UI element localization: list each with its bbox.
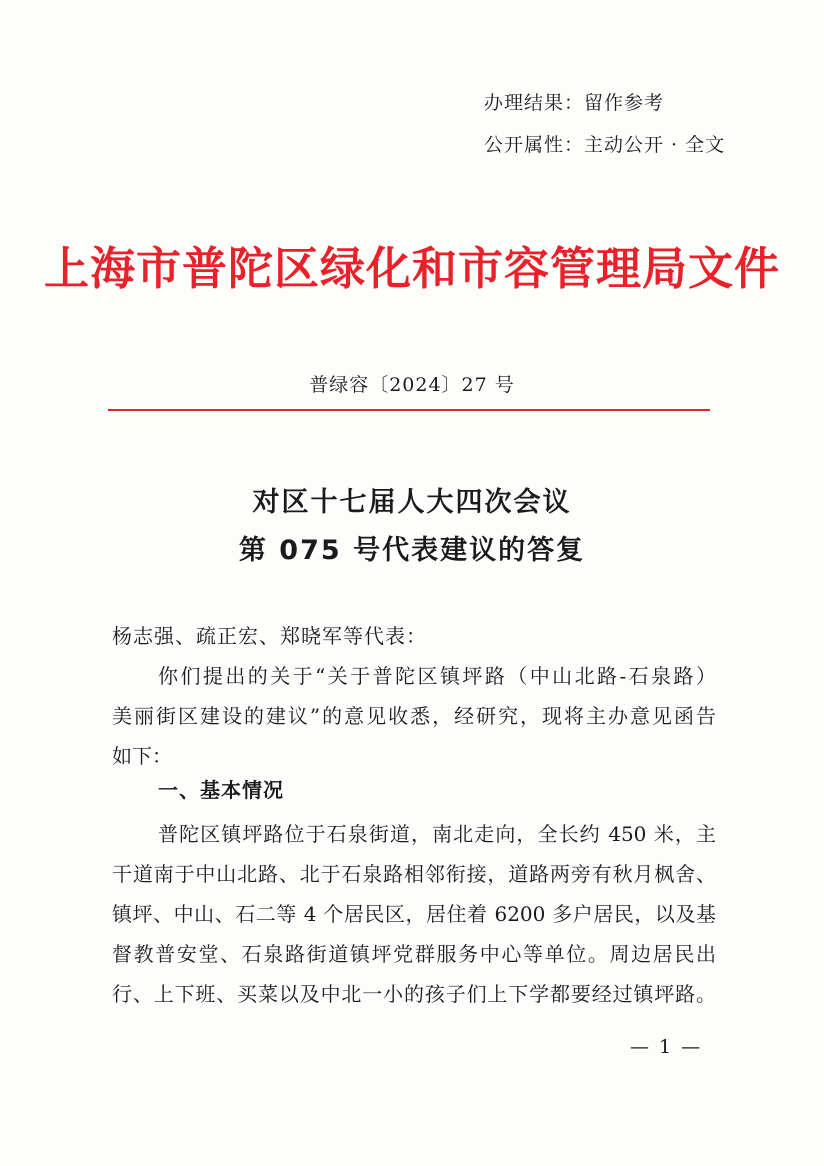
section-line-4: 督教普安堂、石泉路街道镇坪党群服务中心等单位。周边居民出 <box>112 942 716 966</box>
section-line-5: 行、上下班、买菜以及中北一小的孩子们上下学都要经过镇坪路。 <box>112 982 716 1006</box>
salutation: 杨志强、疏正宏、郑晓军等代表： <box>112 624 427 648</box>
document-number: 普绿容〔2024〕27 号 <box>309 374 515 396</box>
handling-result <box>484 88 664 115</box>
intro-line-3: 如下： <box>112 744 172 768</box>
intro-line-2: 美丽街区建设的建议”的意见收悉，经研究，现将主办意见函告 <box>112 704 716 728</box>
publicity-attribute <box>484 130 725 157</box>
section-heading: 一、基本情况 <box>158 778 284 802</box>
publicity-attribute-value: 主动公开 · 全文 <box>584 134 726 156</box>
intro-line-1: 你们提出的关于“关于普陀区镇坪路（中山北路-石泉路） <box>158 664 716 688</box>
page-number: — 1 — <box>630 1036 703 1058</box>
issuer-header: 上海市普陀区绿化和市容管理局文件 <box>43 242 780 295</box>
handling-result-value: 留作参考 <box>584 92 665 114</box>
document-title-line-1: 对区十七届人大四次会议 <box>252 487 572 518</box>
section-line-1: 普陀区镇坪路位于石泉街道，南北走向，全长约 450 米，主 <box>158 822 716 846</box>
section-line-2: 干道南于中山北路、北于石泉路相邻衔接，道路两旁有秋月枫舍、 <box>112 862 716 886</box>
section-line-3: 镇坪、中山、石二等 4 个居民区，居住着 6200 多户居民，以及基 <box>112 902 716 926</box>
handling-result-label: 办理结果： <box>484 92 585 114</box>
document-title-line-2: 第 075 号代表建议的答复 <box>238 535 586 566</box>
red-divider <box>108 409 710 411</box>
publicity-attribute-label: 公开属性： <box>484 134 585 156</box>
